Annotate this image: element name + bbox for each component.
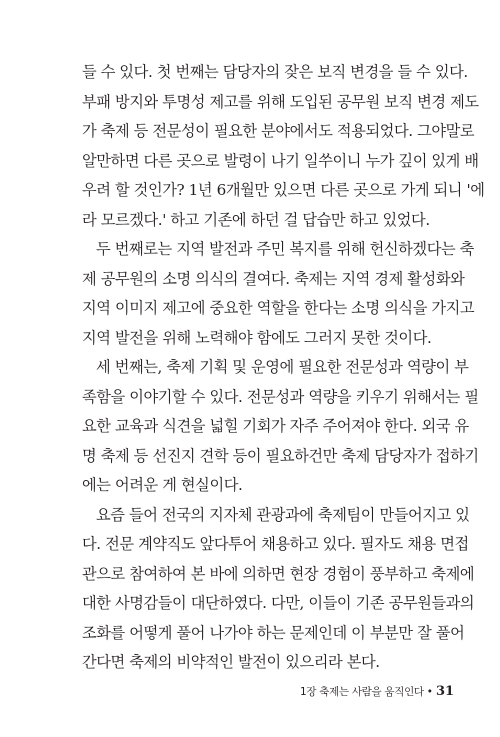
text-line: 지역 발전을 위해 노력해야 함에도 그러지 못한 것이다. <box>82 328 432 347</box>
text-line: 요한 교육과 식견을 넓힐 기회가 자주 주어져야 한다. 외국 유 <box>82 417 469 435</box>
text-line: 들 수 있다. 첫 번째는 담당자의 잦은 보직 변경을 들 수 있다. <box>82 63 468 81</box>
page-number: 31 <box>435 684 455 699</box>
text-line: 조화를 어떻게 풀어 나가야 하는 문제인데 이 부분만 잘 풀어 <box>82 623 465 642</box>
text-line: 관으로 참여하여 본 바에 의하면 현장 경험이 풍부하고 축제에 <box>82 564 475 583</box>
running-footer-chapter: 1장 축제는 사람을 움직인다 <box>300 686 424 698</box>
page-footer <box>300 684 455 700</box>
text-line: 두 번째로는 지역 발전과 주민 복지를 위해 헌신하겠다는 축 <box>96 240 474 258</box>
footer-bullet: • <box>426 686 433 698</box>
text-line: 제 공무원의 소명 의식의 결여다. 축제는 지역 경제 활성화와 <box>82 269 465 288</box>
text-line: 우려 할 것인가? 1년 6개월만 있으면 다른 곳으로 가게 되니 '에 <box>82 181 485 199</box>
text-line: 가 축제 등 전문성이 필요한 분야에서도 적용되었다. 그야말로 <box>82 122 475 140</box>
text-line: 간다면 축제의 비약적인 발전이 있으리라 본다. <box>82 653 380 671</box>
text-line: 에는 어려운 게 현실이다. <box>82 476 243 494</box>
text-line: 대한 사명감들이 대단하였다. 다만, 이들이 기존 공무원들과의 <box>82 594 475 612</box>
text-line: 명 축제 등 선진지 견학 등이 필요하건만 축제 담당자가 접하기 <box>82 446 479 465</box>
text-line: 요즘 들어 전국의 지자체 관광과에 축제팀이 만들어지고 있 <box>96 505 470 524</box>
text-line: 다. 전문 계약직도 앞다투어 채용하고 있다. 필자도 채용 면접 <box>82 535 469 553</box>
text-line: 지역 이미지 제고에 중요한 역할을 한다는 소명 의식을 가지고 <box>82 299 475 317</box>
text-line: 알만하면 다른 곳으로 발령이 나기 일쑤이니 누가 깊이 있게 배 <box>82 151 479 170</box>
text-line: 부패 방지와 투명성 제고를 위해 도입된 공무원 보직 변경 제도 <box>82 92 479 111</box>
text-line: 세 번째는, 축제 기획 및 운영에 필요한 전문성과 역량이 부 <box>96 358 469 376</box>
text-line: 라 모르겠다.' 하고 기존에 하던 걸 답습만 하고 있었다. <box>82 210 430 229</box>
text-line: 족함을 이야기할 수 있다. 전문성과 역량을 키우기 위해서는 필 <box>82 387 479 406</box>
